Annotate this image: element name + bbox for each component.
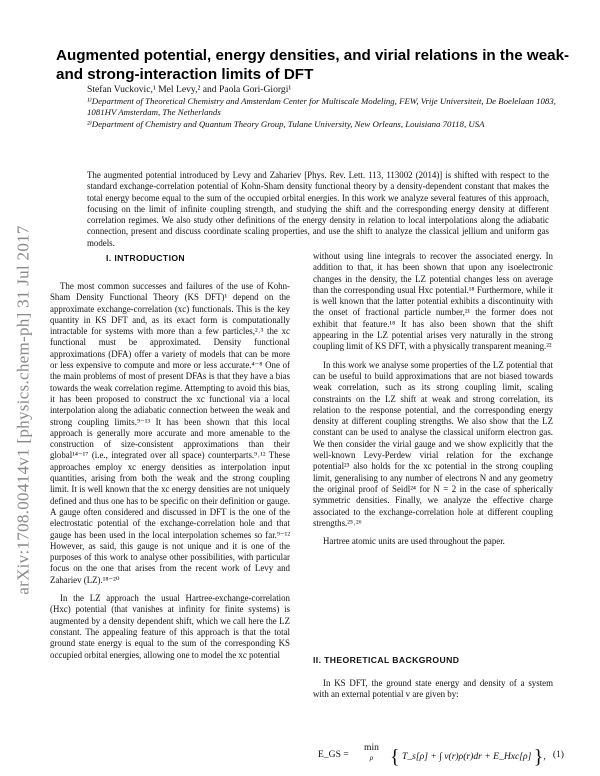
- section-heading-introduction: I. INTRODUCTION: [106, 253, 186, 263]
- equation-1: [318, 741, 564, 769]
- equation-lhs: E_GS =: [318, 749, 349, 760]
- paragraph: The most common successes and failures of the use of Kohn-Sham Density Functional Theory (KS DFT)¹ depend on the approximate exchange-correlation (xc) functionals. This is the key quantity in KS DFT and, as its exact form is computationally intractable for systems with more than a few particles,²˒³ the xc functional must be approximated. Density functional approximations (DFA) offer a variety of models that can be more or less expensive to compute and more or less accurate.⁴⁻⁸ One of the main problems of most of present DFAs is that they have a bias towards the weak correlation regime. Attempting to avoid this bias, it has been proposed to construct the xc functional via a local interpolation along the adiabatic connection between the weak and strong coupling limits.⁹⁻¹³ It has been shown that this local approach is generally more accurate and more amenable to the construction of size-consistent approximations than their global¹⁴⁻¹⁷ (i.e., integrated over all space) counterparts.⁹˒¹² These approaches employ xc energy densities as interpolation input quantities, arising from both the weak and the strong coupling limit. It is well known that the xc energy densities are not uniquely defined and thus one has to be specific on their definition or gauge. A gauge often considered and discussed in DFT is the one of the electrostatic potential of the exchange-correlation hole and that gauge has been used in the local interpolation schemes so far.⁹⁻¹² However, as said, this gauge is not unique and it is one of the purposes of this work to analyse other possibilities, with particular focus on the one that arises from the recent work of Levy and Zahariev (LZ).¹⁸⁻²⁰: [50, 281, 290, 585]
- paper-title: Augmented potential, energy densities, and virial relations in the weak- and strong-interaction limits of DFT: [56, 47, 570, 83]
- section2-intro-text: [313, 678, 553, 701]
- paragraph: In this work we analyse some properties of the LZ potential that can be useful to build approximations that are not biased towards weak correlation, such as its strong coupling limit, scaling constraints on the LZ shift at weak and strong correlation, its relation to the response potential, and the corresponding energy density at different coupling strengths. We also show that the LZ constant can be used to analyse the classical uniform electron gas. We then consider the virial gauge and we show explicitly that the well-known Levy-Perdew virial relation for the exchange potential²³ also holds for the xc potential in the strong coupling limit, generalising to any number of electrons N and any geometry the original proof of Seidl²⁴ for N = 2 in the case of spherically symmetric densities. Finally, we analyze the effective charge associated to the exchange-correlation hole at different coupling strengths.²⁵˒²⁶: [313, 359, 553, 528]
- equation-min-operator: min ρ: [364, 742, 379, 762]
- right-column: [313, 251, 553, 547]
- left-column: [50, 281, 290, 661]
- equation-number: (1): [552, 749, 564, 760]
- paragraph: In KS DFT, the ground state energy and density of a system with an external potential v are given by:: [313, 678, 553, 700]
- equation-body: { T_s[ρ] + ∫ v(r)ρ(r)dr + E_Hxc[ρ] },: [390, 746, 546, 768]
- affiliation-2: ²⁾Department of Chemistry and Quantum Theory Group, Tulane University, New Orleans, Louisiana 70118, USA: [87, 119, 485, 129]
- section-heading-theoretical-background: II. THEORETICAL BACKGROUND: [313, 655, 460, 665]
- paragraph: Hartree atomic units are used throughout the paper.: [323, 536, 505, 547]
- arxiv-identifier: arXiv:1708.00414v1 [physics.chem-ph] 31 Jul 2017: [14, 225, 33, 595]
- affiliation-1: ¹⁾Department of Theoretical Chemistry and Amsterdam Center for Multiscale Modeling, FEW, Vrije Universiteit, De Boelelaan 1083, 1081HV Amsterdam, The Netherlands: [87, 96, 556, 117]
- paragraph: without using line integrals to recover the associated energy. In addition to that, it has been shown that upon any isoelectronic changes in the density, the LZ potential changes less on average than the corresponding usual Hxc potential.¹⁸ Furthermore, while it is well known that the latter potential exhibits a discontinuity with the onset of fractional particle number,²¹ the former does not exhibit that feature.¹⁸ It has also been shown that the shift appearing in the LZ potential arises very naturally in the strong coupling limit of KS DFT, with a physically transparent meaning.²²: [313, 251, 553, 352]
- paragraph: In the LZ approach the usual Hartree-exchange-correlation (Hxc) potential (that vanishes at infinity for finite systems) is augmented by a density dependent shift, which we call here the LZ constant. The appealing feature of this approach is that the total ground state energy is equal to the sum of the corresponding KS occupied orbital energies, allowing one to model the xc potential: [50, 593, 290, 660]
- abstract: The augmented potential introduced by Levy and Zahariev [Phys. Rev. Lett. 113, 113002 (2014)] is shifted with respect to the standard exchange-correlation potential of Kohn-Sham density functional theory by a density-dependent constant that makes the total energy become equal to the sum of the occupied orbital energies. In this work we analyze several features of this approach, focusing on the limit of infinite coupling strength, and studying the shift and the corresponding energy density at different correlation regimes. We also study other definitions of the energy density in relation to local interpolations along the adiabatic connection, present and discuss coordinate scaling properties, and use the shift to analyze the classical jellium and uniform gas models.: [87, 170, 549, 248]
- author-list: Stefan Vuckovic,¹ Mel Levy,² and Paola Gori-Giorgi¹: [87, 84, 292, 95]
